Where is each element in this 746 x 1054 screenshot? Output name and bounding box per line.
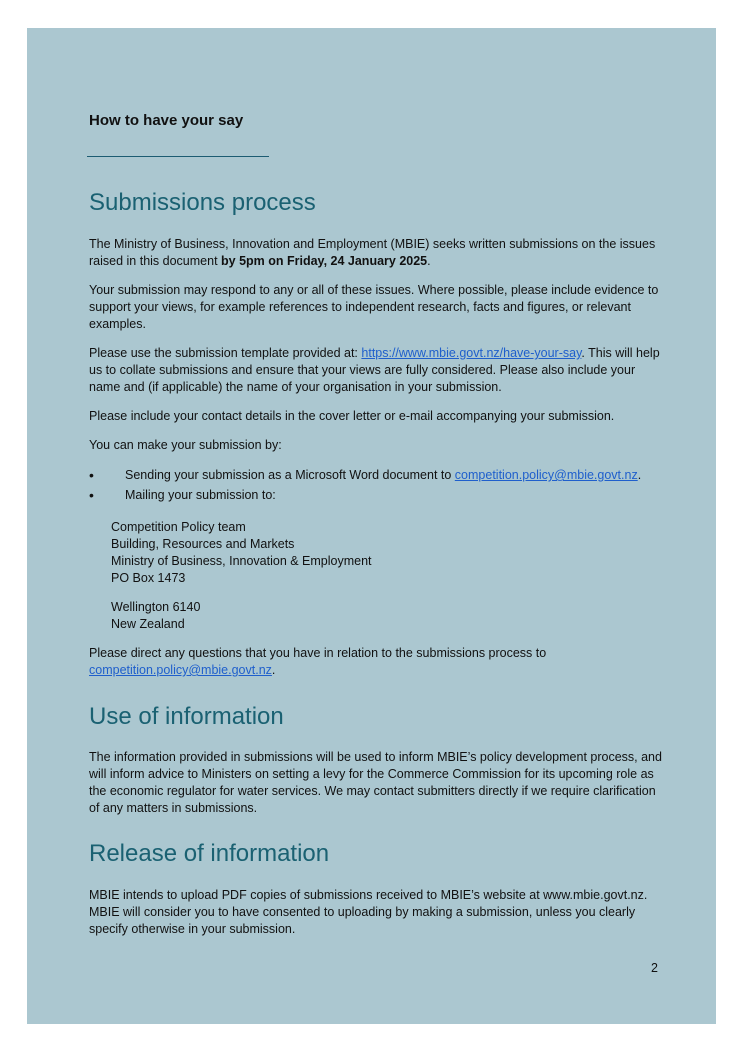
bullet-2-text: Mailing your submission to: — [125, 488, 276, 502]
bullet-icon: • — [89, 467, 94, 483]
deadline-text: by 5pm on Friday, 24 January 2025 — [221, 254, 428, 268]
email-link[interactable]: competition.policy@mbie.govt.nz — [454, 468, 638, 482]
submissions-heading: Submissions process — [89, 189, 316, 216]
postal-address-city — [111, 599, 200, 633]
page-title: How to have your say — [89, 112, 244, 129]
release-of-information-paragraph: MBIE intends to upload PDF copies of submissions received to MBIE’s website at www.mbie.govt.nz. MBIE will consider you to have consented to uploading by making a submission, unless you clearly specify otherwise in your submission. — [89, 888, 648, 936]
submissions-paragraph-1 — [89, 236, 664, 270]
bullet-1-text: Sending your submission as a Microsoft Word document to — [125, 468, 455, 482]
template-link[interactable]: https://www.mbie.govt.nz/have-your-say — [361, 346, 582, 360]
submissions-paragraph-6 — [89, 645, 664, 679]
submissions-p3-text-2: . This will help us to collate submissions and ensure that your views are fully considered. Please also include your name and (if applicable) the name of your organisation in your submission. — [89, 346, 660, 394]
address-line: New Zealand — [111, 617, 185, 631]
address-line: Competition Policy team — [111, 520, 246, 534]
submissions-p3-text: Please use the submission template provided at: — [89, 346, 362, 360]
submissions-paragraph-5: You can make your submission by: — [89, 438, 282, 452]
submissions-paragraph-2: Your submission may respond to any or all of these issues. Where possible, please include evidence to support your views, for example references to independent research, facts and figures, or relevant examples. — [89, 283, 659, 331]
address-line: PO Box 1473 — [111, 571, 186, 585]
use-of-information-heading: Use of information — [89, 703, 284, 730]
bullet-1-end: . — [637, 468, 642, 482]
questions-email-link[interactable]: competition.policy@mbie.govt.nz — [89, 663, 272, 677]
bullet-icon: • — [89, 487, 94, 503]
postal-address — [111, 519, 372, 587]
title-divider — [87, 156, 269, 157]
address-line: Wellington 6140 — [111, 600, 201, 614]
submissions-paragraph-4: Please include your contact details in the cover letter or e-mail accompanying your submission. — [89, 409, 615, 423]
submissions-p1-text: The Ministry of Business, Innovation and Employment (MBIE) seeks written submissions on the issues raised in this document — [89, 237, 656, 268]
address-line: Building, Resources and Markets — [111, 537, 295, 551]
submissions-p1-end: . — [427, 254, 431, 268]
submissions-p6-text: Please direct any questions that you have in relation to the submissions process to — [89, 646, 547, 660]
use-of-information-paragraph: The information provided in submissions will be used to inform MBIE’s policy development process, and will inform advice to Ministers on setting a levy for the Commerce Commission for its upcoming role as the economic regulator for water services. We may contact submitters directly if we require clarification of any matters in submissions. — [89, 750, 662, 815]
page-number: 2 — [651, 961, 658, 975]
release-of-information-heading: Release of information — [89, 840, 330, 867]
submissions-p6-end: . — [271, 663, 276, 677]
bullet-text — [125, 467, 641, 484]
submissions-paragraph-3 — [89, 345, 664, 396]
address-line: Ministry of Business, Innovation & Employment — [111, 554, 372, 568]
